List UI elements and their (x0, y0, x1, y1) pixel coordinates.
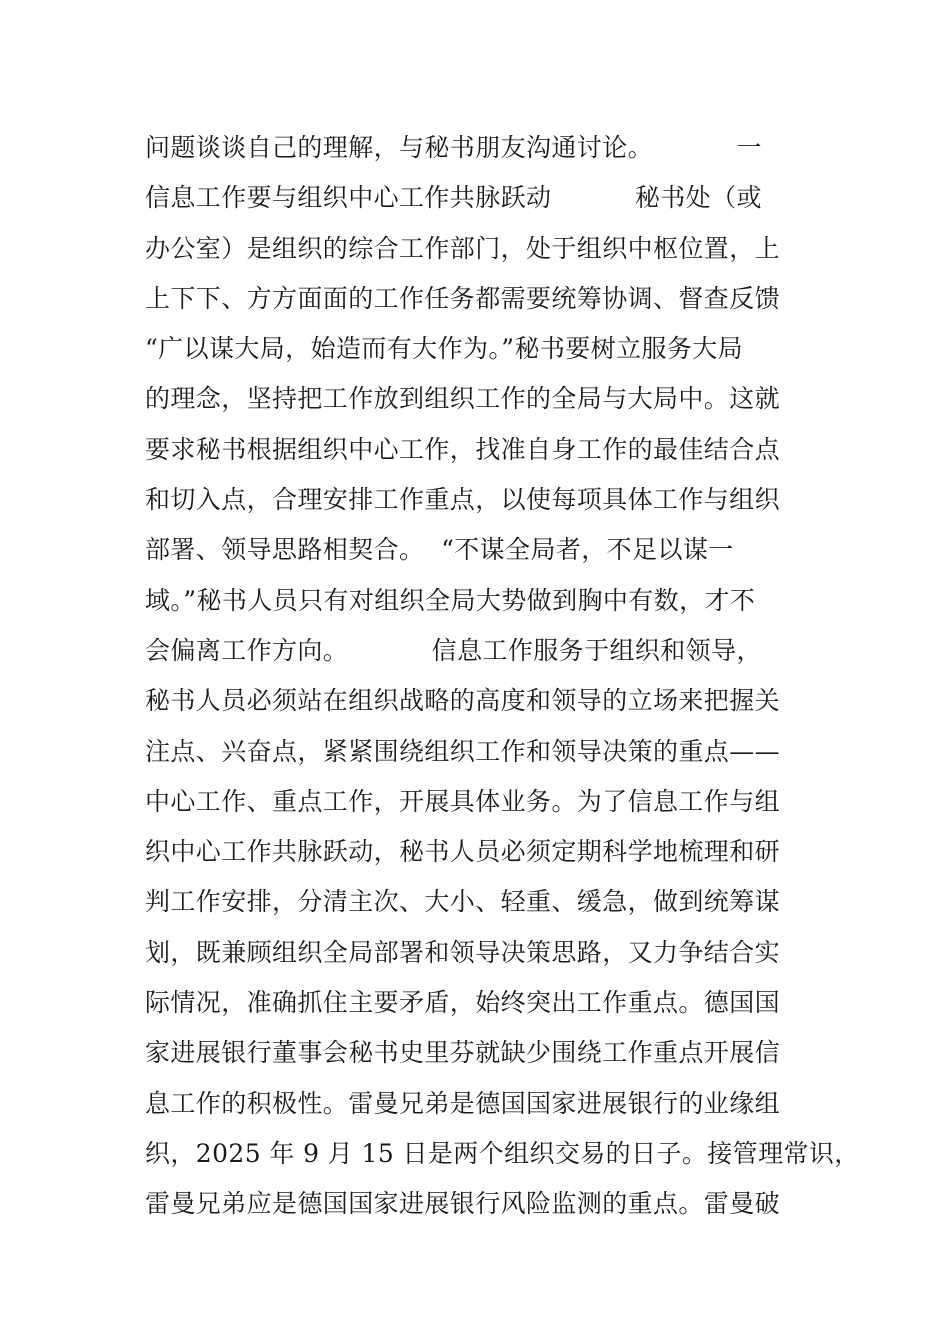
text-line: 域。”秘书人员只有对组织全局大势做到胸中有数，才不 (145, 585, 756, 615)
text-line: 判工作安排，分清主次、大小、轻重、缓急，做到统筹谋 (145, 887, 781, 917)
text-line: 际情况，准确抓住主要矛盾，始终突出工作重点。德国国 (145, 988, 781, 1018)
text-line: 雷曼兄弟应是德国国家进展银行风险监测的重点。雷曼破 (145, 1189, 781, 1219)
text-line: 信息工作要与组织中心工作共脉跃动 秘书处（或 (145, 183, 762, 213)
text-line: 划，既兼顾组织全局部署和领导决策思路，又力争结合实 (145, 937, 781, 967)
text-line: 注点、兴奋点，紧紧围绕组织工作和领导决策的重点—— (145, 736, 781, 766)
body-text (145, 123, 860, 1230)
text-line: 息工作的积极性。雷曼兄弟是德国国家进展银行的业缘组 (145, 1088, 781, 1118)
text-line: “广以谋大局，始造而有大作为。”秘书要树立服务大局 (145, 334, 744, 364)
text-line: 会偏离工作方向。 信息工作服务于组织和领导， (145, 635, 762, 665)
text-line: 的理念，坚持把工作放到组织工作的全局与大局中。这就 (145, 384, 781, 414)
text-line: 和切入点，合理安排工作重点，以使每项具体工作与组织 (145, 485, 781, 515)
text-line: 部署、领导思路相契合。 “不谋全局者，不足以谋一 (145, 535, 734, 565)
text-line: 家进展银行董事会秘书史里芬就缺少围绕工作重点开展信 (145, 1038, 781, 1068)
text-line: 织中心工作共脉跃动，秘书人员必须定期科学地梳理和研 (145, 837, 781, 867)
text-line: 问题谈谈自己的理解，与秘书朋友沟通讨论。 一 (145, 133, 762, 162)
text-line: 要求秘书根据组织中心工作，找准自身工作的最佳结合点 (145, 434, 781, 464)
text-line: 上下下、方方面面的工作任务都需要统筹协调、督查反馈 (145, 283, 781, 313)
text-line: 秘书人员必须站在组织战略的高度和领导的立场来把握关 (145, 686, 781, 716)
text-line: 办公室）是组织的综合工作部门，处于组织中枢位置，上 (145, 233, 781, 263)
text-line: 中心工作、重点工作，开展具体业务。为了信息工作与组 (145, 786, 781, 816)
text-line: 织，2025 年 9 月 15 日是两个组织交易的日子。接管理常识， (145, 1138, 860, 1168)
